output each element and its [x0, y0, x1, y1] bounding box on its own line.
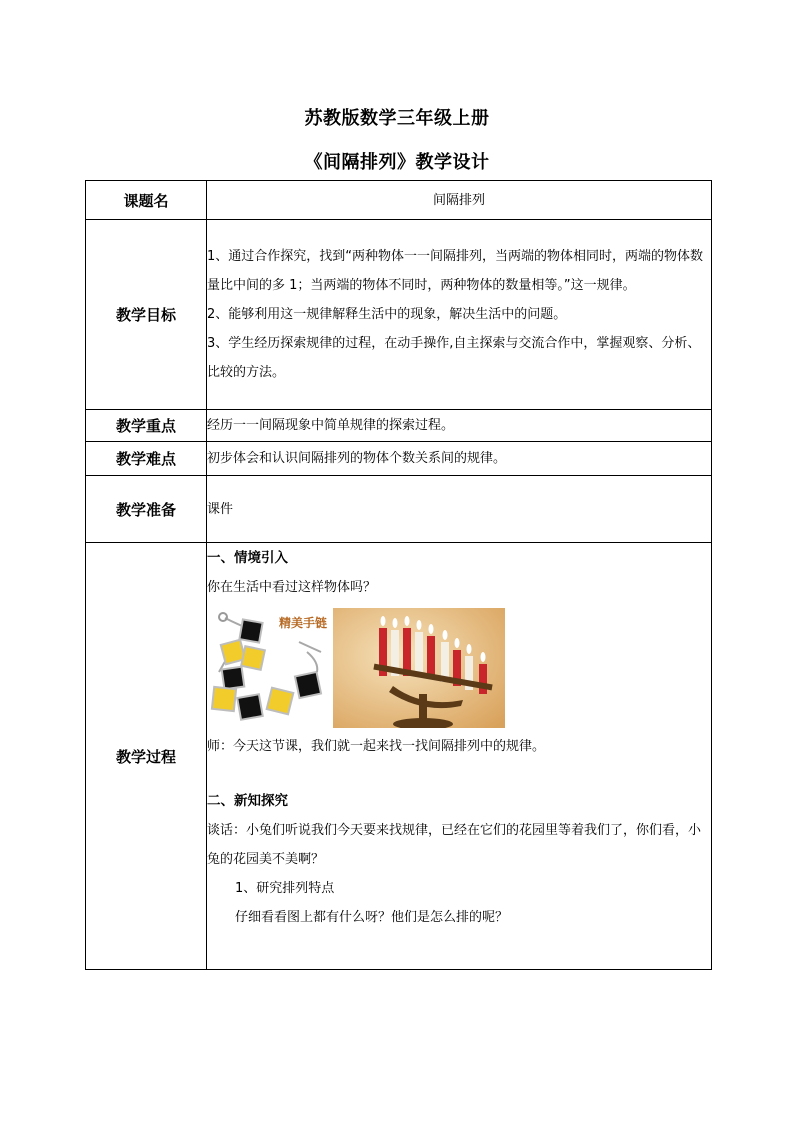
candles-icon [333, 608, 505, 728]
step1-question: 仔细看看图上都有什么呀？他们是怎么排的呢？ [235, 910, 509, 925]
process-value [207, 543, 712, 970]
objectives-label: 教学目标 [86, 220, 207, 410]
section1-question: 你在生活中看过这样物体吗？ [207, 580, 377, 595]
key-point-label: 教学重点 [86, 410, 207, 442]
objectives-value [207, 220, 712, 410]
objective-item: 1、通过合作探究，找到“两种物体一一间隔排列，当两端的物体相同时，两端的物体数量比中间的多 1；当两端的物体不同时，两种物体的数量相等。”这一规律。 [207, 249, 704, 293]
document-title: 苏教版数学三年级上册 [304, 108, 490, 129]
step1-title: 1、研究排列特点 [235, 881, 335, 896]
table-row-process [86, 543, 712, 970]
bracelet-caption: 精美手链 [279, 616, 327, 630]
difficulty-label: 教学难点 [86, 442, 207, 476]
teacher-line: 师：今天这节课，我们就一起来找一找间隔排列中的规律。 [207, 739, 546, 754]
preparation-label: 教学准备 [86, 476, 207, 543]
section2-heading: 二、新知探究 [207, 793, 288, 809]
objective-item: 2、能够利用这一规律解释生活中的现象，解决生活中的问题。 [207, 307, 567, 322]
table-row-preparation [86, 476, 712, 543]
spacer [207, 761, 711, 787]
talk-text: 谈话：小兔们听说我们今天要来找规律，已经在它们的花园里等着我们了，你们看，小兔的花园美不美啊？ [207, 823, 702, 867]
section1-heading: 一、情境引入 [207, 550, 288, 566]
key-point-value: 经历一一间隔现象中简单规律的探索过程。 [207, 410, 712, 442]
example-images [207, 608, 711, 728]
lesson-plan-table [85, 180, 712, 970]
objective-item: 3、学生经历探索规律的过程，在动手操作,自主探索与交流合作中，掌握观察、分析、比较的方法。 [207, 336, 701, 380]
table-row-objectives [86, 220, 712, 410]
topic-label: 课题名 [86, 181, 207, 220]
table-row-difficulty [86, 442, 712, 476]
bracelet-image [207, 608, 327, 728]
document-subtitle: 《间隔排列》教学设计 [304, 152, 490, 173]
candles-image [333, 608, 505, 728]
table-row-topic [86, 181, 712, 220]
difficulty-value: 初步体会和认识间隔排列的物体个数关系间的规律。 [207, 442, 712, 476]
table-row-key-point [86, 410, 712, 442]
process-label: 教学过程 [86, 543, 207, 970]
preparation-value: 课件 [207, 476, 712, 543]
topic-value: 间隔排列 [207, 181, 712, 220]
